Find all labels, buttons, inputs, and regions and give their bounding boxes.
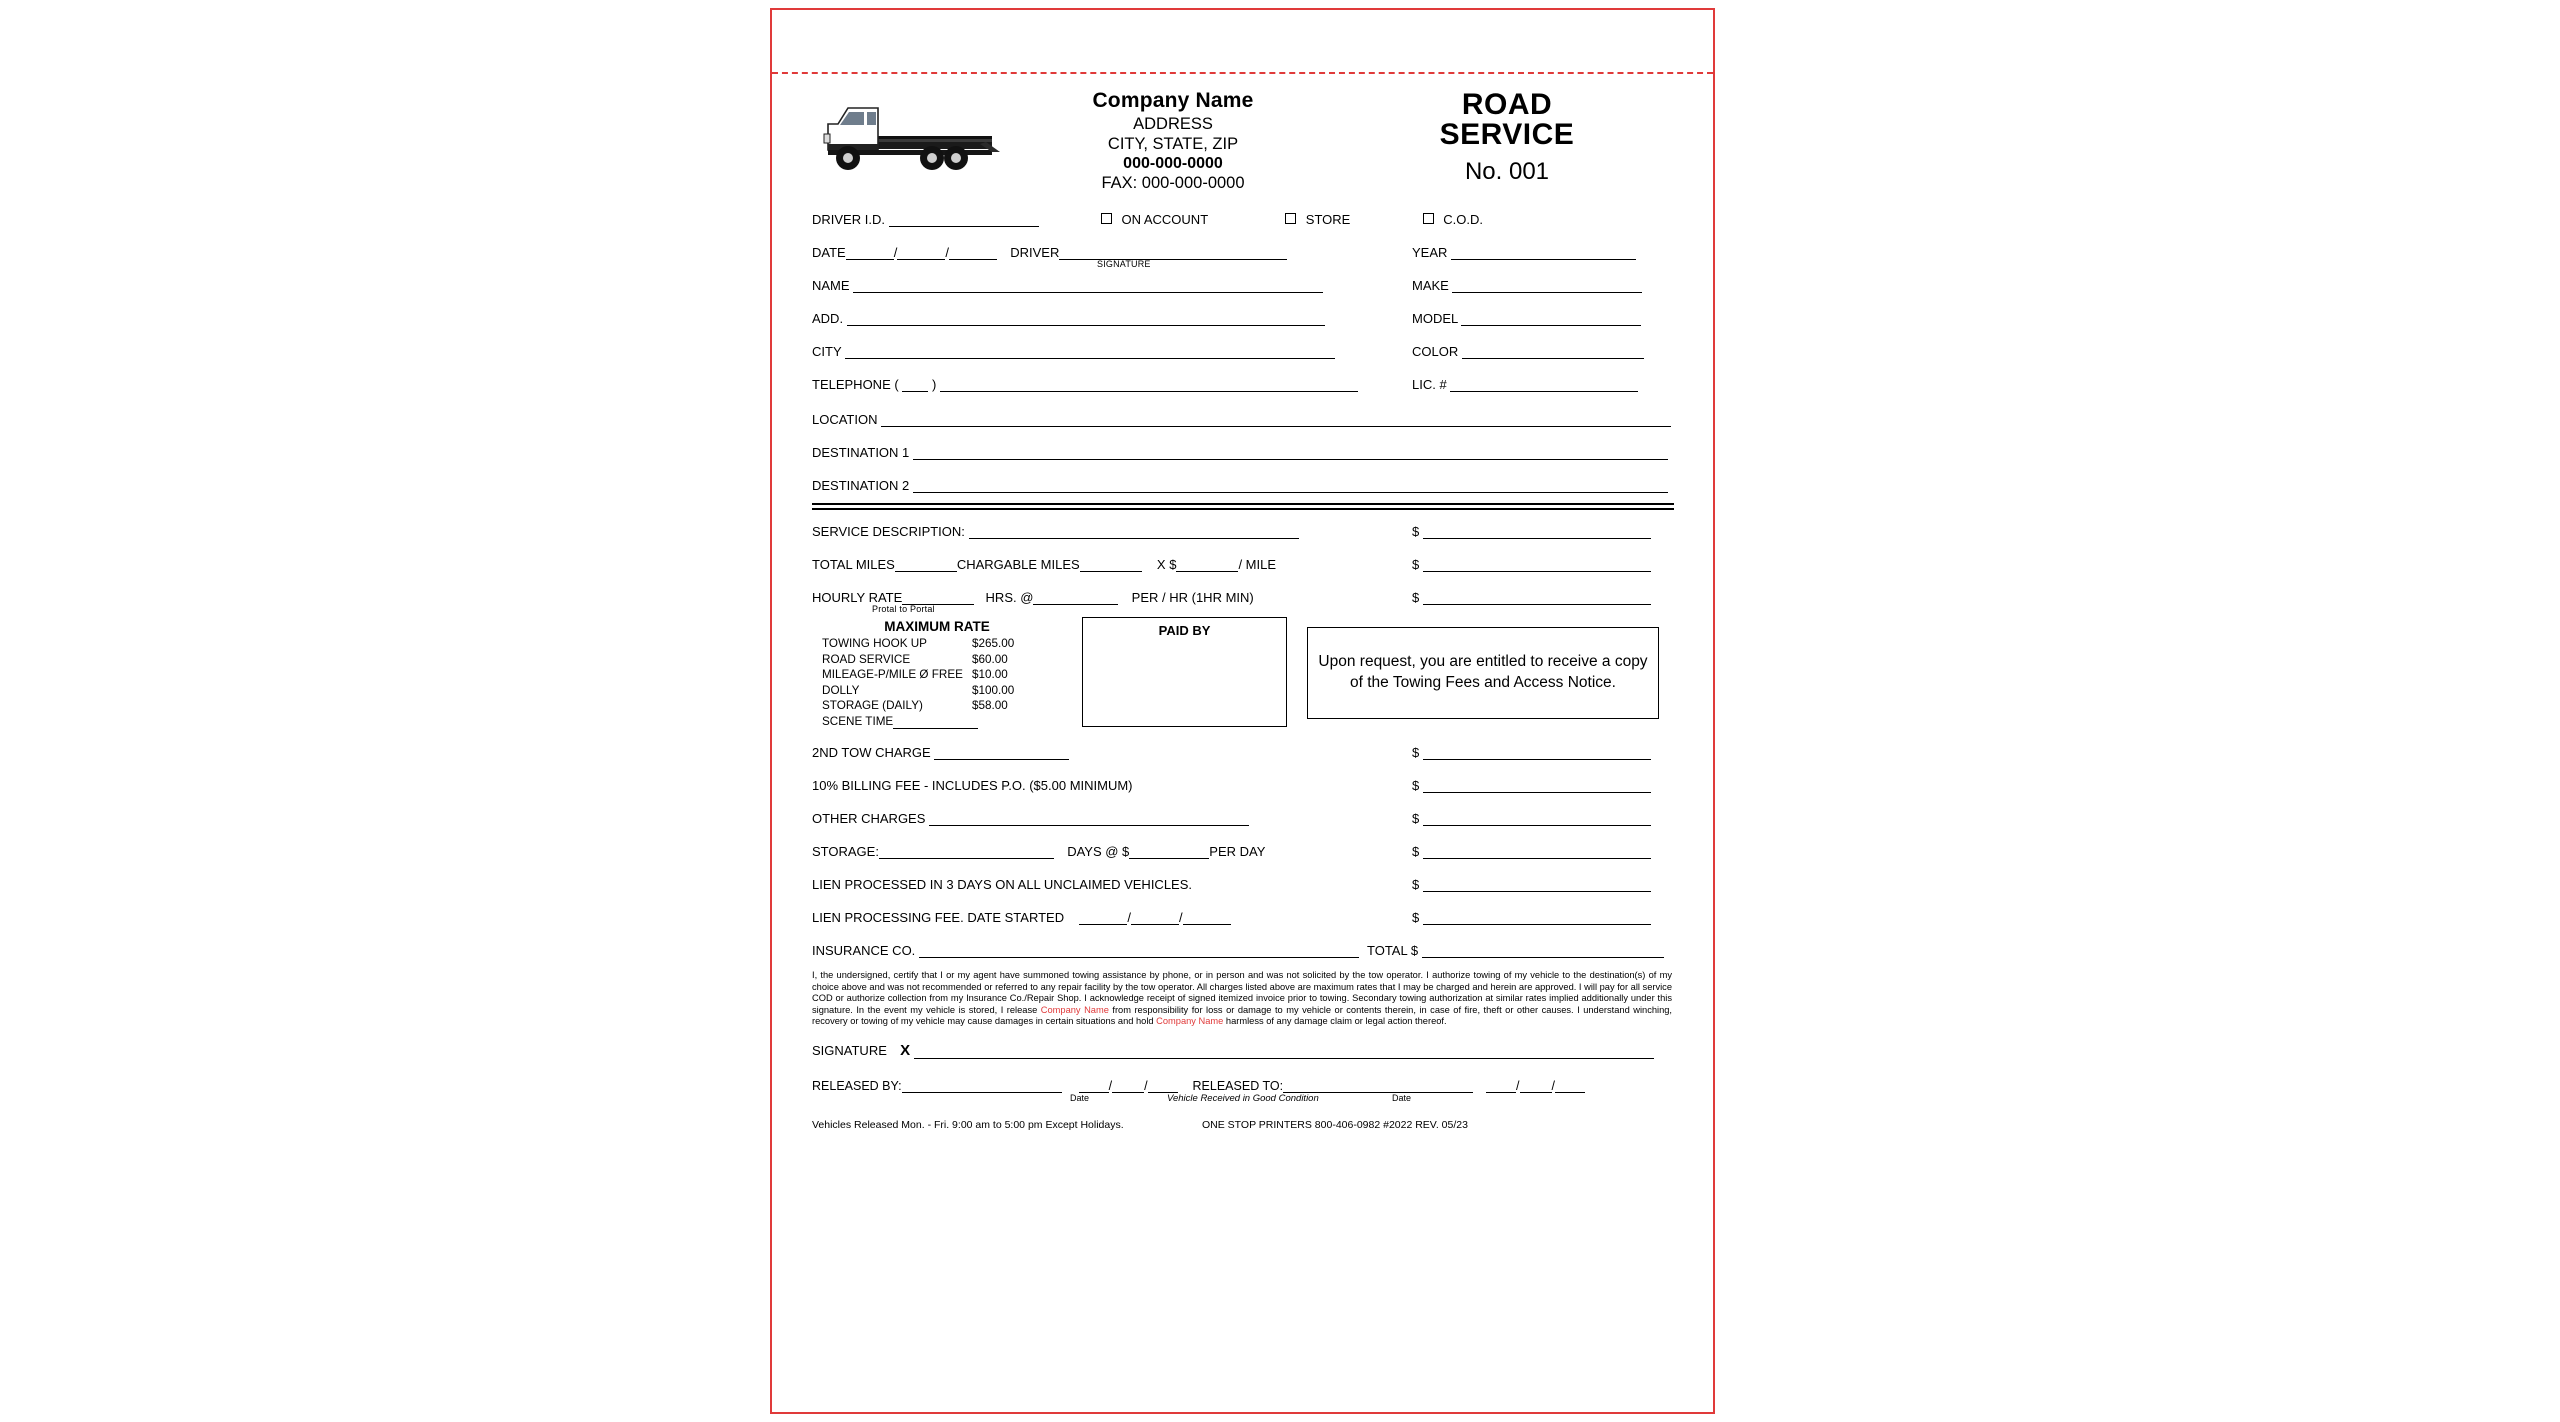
legal-part-1: I, the undersigned, certify that I or my agent have summoned towing assistance by phone, or in person and was not solicited by the tow operator. I authorize towing of my vehicle to the destination(s) of my choice above and was not recommended or referred to any repair facility by the tow operator. All charges listed above are maximum rates that I may be charged and herein are approved. I will pay for all service COD or authorize collection from my Insurance Co./Repair Shop. I acknowledge receipt of signed itemized invoice prior to towing. Secondary towing authorization at similar rates implied additionally under this signature. In the event my vehicle is stored, I release	[812, 970, 1672, 1015]
destination1-label: DESTINATION 1	[812, 445, 910, 460]
form-number: No. 001	[1464, 158, 1550, 185]
destination2-label: DESTINATION 2	[812, 478, 910, 493]
x-dollar-label: X $	[1156, 557, 1177, 572]
towing-fees-notice-text: Upon request, you are entitled to receive a copy of the Towing Fees and Access Notice.	[1318, 653, 1648, 691]
city-color-row	[812, 344, 1674, 359]
other-charges-amount-group	[1412, 811, 1651, 826]
dollar-sign: $	[1412, 844, 1420, 859]
driver-label: DRIVER	[1010, 245, 1060, 260]
insurance-input[interactable]	[919, 944, 1359, 958]
lien-processed-label: LIEN PROCESSED IN 3 DAYS ON ALL UNCLAIMED VEHICLES.	[812, 877, 1193, 892]
max-rate-item	[822, 667, 1057, 683]
signature-caption: SIGNATURE	[1097, 259, 1151, 269]
legal-part-2: from responsibility for loss or damage to my vehicle or contents therein, in case of fire, theft or other causes. I understand winching, recovery or towing of my vehicle may cause damages in certain situations and hold	[812, 1004, 1672, 1027]
insurance-label: INSURANCE CO.	[812, 943, 916, 958]
max-rate-amount: $10.00	[972, 668, 1008, 681]
company-block	[1008, 88, 1338, 194]
dollar-sign: $	[1412, 590, 1420, 605]
checkbox-on-account[interactable]	[1101, 213, 1112, 224]
released-to-input[interactable]	[1283, 1079, 1473, 1093]
legal-company-name-1: Company Name	[1040, 1004, 1109, 1015]
location-input[interactable]	[881, 413, 1671, 427]
date-driver-year-row	[812, 245, 1674, 269]
lien-processed-amount-group	[1412, 877, 1651, 892]
service-description-amount-group	[1412, 524, 1651, 539]
company-name: Company Name	[1092, 89, 1254, 112]
lic-label: LIC. #	[1412, 377, 1447, 392]
year-input[interactable]	[1451, 246, 1636, 260]
city-input[interactable]	[845, 345, 1335, 359]
lien-processed-row	[812, 877, 1674, 892]
date-day-input[interactable]	[897, 246, 945, 260]
paid-by-label: PAID BY	[1158, 623, 1211, 638]
max-rate-label: STORAGE (DAILY)	[822, 699, 923, 712]
checkbox-store[interactable]	[1285, 213, 1296, 224]
total-group	[1367, 943, 1664, 958]
released-to-date-day-input[interactable]	[1520, 1079, 1552, 1093]
chargable-miles-label: CHARGABLE MILES	[956, 557, 1080, 572]
date-slash-2: /	[945, 245, 949, 260]
other-charges-input[interactable]	[929, 812, 1249, 826]
portal-to-portal-caption: Protal to Portal	[872, 604, 935, 614]
other-charges-label: OTHER CHARGES	[812, 811, 926, 826]
scene-time-label: SCENE TIME	[822, 714, 894, 728]
dollar-sign: $	[1412, 557, 1420, 572]
lien-date-day-input[interactable]	[1131, 911, 1179, 925]
lien-fee-label: LIEN PROCESSING FEE. DATE STARTED	[812, 910, 1065, 925]
max-rate-amount: $60.00	[972, 652, 1008, 666]
checkbox-cod[interactable]	[1423, 213, 1434, 224]
year-group	[1412, 245, 1636, 260]
scene-time-row	[822, 714, 1057, 730]
max-rate-item	[822, 636, 1057, 652]
lien-date-month-input[interactable]	[1079, 911, 1127, 925]
color-label: COLOR	[1412, 344, 1459, 359]
hourly-rate-row	[812, 590, 1674, 614]
name-label: NAME	[812, 278, 850, 293]
make-input[interactable]	[1452, 279, 1642, 293]
max-rate-label: ROAD SERVICE	[822, 652, 911, 666]
driver-id-input[interactable]	[889, 213, 1039, 227]
address-model-row	[812, 311, 1674, 326]
telephone-label: TELEPHONE (	[812, 377, 899, 392]
total-amount-input[interactable]	[1422, 944, 1664, 958]
dollar-sign: $	[1412, 910, 1420, 925]
total-label: TOTAL $	[1367, 943, 1419, 958]
released-by-input[interactable]	[902, 1079, 1062, 1093]
vehicle-condition-caption: Vehicle Received in Good Condition	[1167, 1092, 1319, 1104]
address-input[interactable]	[847, 312, 1325, 326]
dollar-sign: $	[1412, 745, 1420, 760]
date-label: DATE	[812, 245, 846, 260]
company-address: ADDRESS	[1133, 114, 1213, 133]
lien-fee-row	[812, 910, 1674, 925]
cod-label: C.O.D.	[1443, 212, 1483, 227]
lien-fee-amount-group	[1412, 910, 1651, 925]
released-to-date-year-input[interactable]	[1555, 1079, 1585, 1093]
form-content	[812, 90, 1674, 1131]
released-by-date-month-input[interactable]	[1079, 1079, 1109, 1093]
service-description-amount-input[interactable]	[1423, 525, 1651, 539]
hourly-rate-label: HOURLY RATE	[812, 590, 903, 605]
released-slash-1: /	[1108, 1078, 1113, 1093]
max-rate-item	[822, 683, 1057, 699]
perforation-line	[772, 72, 1713, 74]
billing-fee-amount-group	[1412, 778, 1651, 793]
total-miles-amount-group	[1412, 557, 1651, 572]
date-caption-right: Date	[1392, 1092, 1412, 1103]
service-description-input[interactable]	[969, 525, 1299, 539]
second-tow-amount-group	[1412, 745, 1651, 760]
dollar-sign: $	[1412, 524, 1420, 539]
storage-row	[812, 844, 1674, 859]
paid-by-box[interactable]	[1082, 617, 1287, 727]
towing-fees-notice-box	[1307, 627, 1659, 719]
dollar-sign: $	[1412, 877, 1420, 892]
road-service-title-block	[1357, 90, 1657, 186]
lien-slash-2: /	[1178, 910, 1183, 925]
hourly-rate-amount-group	[1412, 590, 1651, 605]
make-label: MAKE	[1412, 278, 1449, 293]
max-rate-label: MILEAGE-P/MILE Ø FREE	[822, 668, 963, 681]
driver-id-row	[812, 212, 1674, 227]
form-header	[812, 88, 1674, 193]
max-rate-item	[822, 698, 1057, 714]
destination1-input[interactable]	[913, 446, 1668, 460]
storage-rate-input[interactable]	[1129, 845, 1209, 859]
second-tow-amount-input[interactable]	[1423, 746, 1651, 760]
address-label: ADD.	[812, 311, 844, 326]
title-road: ROAD	[1461, 88, 1553, 121]
date-caption-left: Date	[1070, 1092, 1090, 1103]
storage-days-input[interactable]	[879, 845, 1054, 859]
storage-amount-input[interactable]	[1423, 845, 1651, 859]
hourly-rate-amount-input[interactable]	[1423, 591, 1651, 605]
destination1-row	[812, 445, 1674, 460]
store-label: STORE	[1305, 212, 1351, 227]
name-input[interactable]	[853, 279, 1323, 293]
driver-id-label: DRIVER I.D.	[812, 212, 885, 227]
signature-row	[812, 1042, 1674, 1059]
lien-slash-1: /	[1127, 910, 1131, 925]
rate-per-mile-input[interactable]	[1176, 558, 1238, 572]
second-tow-charge-row	[812, 745, 1674, 760]
footer-hours-text: Vehicles Released Mon. - Fri. 9:00 am to 5:00 pm Except Holidays.	[812, 1118, 1124, 1131]
second-tow-charge-input[interactable]	[934, 746, 1069, 760]
model-label: MODEL	[1412, 311, 1458, 326]
legal-disclaimer	[812, 970, 1672, 1028]
name-make-row	[812, 278, 1674, 293]
telephone-input[interactable]	[940, 378, 1358, 392]
released-by-date-year-input[interactable]	[1148, 1079, 1178, 1093]
total-miles-input[interactable]	[895, 558, 957, 572]
dollar-sign: $	[1412, 811, 1420, 826]
total-miles-label: TOTAL MILES	[812, 557, 895, 572]
billing-fee-row	[812, 778, 1674, 793]
lien-fee-amount-input[interactable]	[1423, 911, 1651, 925]
released-to-date-month-input[interactable]	[1486, 1079, 1516, 1093]
total-miles-amount-input[interactable]	[1423, 558, 1651, 572]
legal-part-3: harmless of any damage claim or legal action thereof.	[1223, 1016, 1447, 1027]
released-slash-3: /	[1516, 1078, 1520, 1093]
destination2-row	[812, 478, 1674, 493]
driver-signature-input[interactable]	[1059, 246, 1287, 260]
released-to-label: RELEASED TO:	[1192, 1078, 1284, 1093]
per-day-label: PER DAY	[1209, 844, 1266, 859]
rate-and-notice-block	[812, 619, 1674, 737]
service-description-row	[812, 524, 1674, 539]
hrs-at-label: HRS. @	[985, 590, 1034, 605]
signature-label: SIGNATURE	[812, 1042, 887, 1058]
chargable-miles-input[interactable]	[1080, 558, 1142, 572]
dollar-sign: $	[1412, 778, 1420, 793]
make-group	[1412, 278, 1642, 293]
on-account-label: ON ACCOUNT	[1121, 212, 1208, 227]
model-group	[1412, 311, 1641, 326]
model-input[interactable]	[1461, 312, 1641, 326]
city-label: CITY	[812, 344, 842, 359]
telephone-areacode-input[interactable]	[902, 378, 928, 392]
date-year-input[interactable]	[949, 246, 997, 260]
max-rate-amount: $265.00	[972, 637, 1015, 650]
company-city-state-zip: CITY, STATE, ZIP	[1107, 134, 1239, 153]
total-miles-row	[812, 557, 1674, 572]
max-rate-label: DOLLY	[822, 683, 860, 697]
title-service: SERVICE	[1439, 118, 1575, 151]
lic-input[interactable]	[1450, 378, 1638, 392]
lic-group	[1412, 377, 1638, 392]
per-mile-label: / MILE	[1238, 557, 1277, 572]
maximum-rate-title: MAXIMUM RATE	[884, 619, 990, 634]
service-description-label: SERVICE DESCRIPTION:	[812, 524, 965, 539]
hourly-rate-input[interactable]	[902, 591, 974, 605]
signature-x-mark: X	[900, 1041, 911, 1059]
insurance-total-row	[812, 943, 1674, 958]
date-slash-1: /	[893, 245, 898, 260]
road-service-form	[770, 8, 1715, 1414]
tow-truck-icon	[820, 94, 1000, 180]
other-charges-row	[812, 811, 1674, 826]
color-input[interactable]	[1462, 345, 1644, 359]
color-group	[1412, 344, 1644, 359]
footer-printer-text: ONE STOP PRINTERS 800-406-0982 #2022 REV. 05/23	[1202, 1118, 1468, 1131]
released-slash-4: /	[1551, 1078, 1556, 1093]
days-at-label: DAYS @ $	[1067, 844, 1130, 859]
per-hr-label: PER / HR (1HR MIN)	[1131, 590, 1254, 605]
form-footer	[812, 1119, 1674, 1131]
scene-time-input[interactable]	[893, 715, 978, 729]
billing-fee-amount-input[interactable]	[1423, 779, 1651, 793]
year-label: YEAR	[1412, 245, 1448, 260]
location-row	[812, 412, 1674, 427]
released-by-label: RELEASED BY:	[812, 1078, 902, 1093]
date-month-input[interactable]	[846, 246, 894, 260]
signature-input[interactable]	[914, 1045, 1654, 1059]
second-tow-charge-label: 2ND TOW CHARGE	[812, 745, 931, 760]
destination2-input[interactable]	[913, 479, 1668, 493]
lien-processed-amount-input[interactable]	[1423, 878, 1651, 892]
section-divider	[812, 503, 1674, 510]
released-by-date-day-input[interactable]	[1112, 1079, 1144, 1093]
company-phone: 000-000-0000	[1123, 154, 1223, 172]
telephone-lic-row	[812, 377, 1674, 392]
max-rate-amount: $100.00	[972, 683, 1015, 697]
hours-input[interactable]	[1033, 591, 1118, 605]
other-charges-amount-input[interactable]	[1423, 812, 1651, 826]
released-slash-2: /	[1144, 1078, 1148, 1093]
billing-fee-label: 10% BILLING FEE - INCLUDES P.O. ($5.00 MINIMUM)	[812, 778, 1133, 793]
legal-company-name-2: Company Name	[1156, 1016, 1224, 1027]
maximum-rate-table	[822, 619, 1072, 729]
lien-date-year-input[interactable]	[1183, 911, 1231, 925]
storage-label: STORAGE:	[812, 844, 879, 859]
company-fax: FAX: 000-000-0000	[1101, 174, 1245, 193]
location-label: LOCATION	[812, 412, 878, 427]
storage-amount-group	[1412, 844, 1651, 859]
telephone-close-paren: )	[931, 377, 937, 392]
released-row	[812, 1078, 1674, 1104]
max-rate-label: TOWING HOOK UP	[822, 637, 927, 650]
max-rate-item	[822, 652, 1057, 668]
max-rate-amount: $58.00	[972, 699, 1008, 712]
